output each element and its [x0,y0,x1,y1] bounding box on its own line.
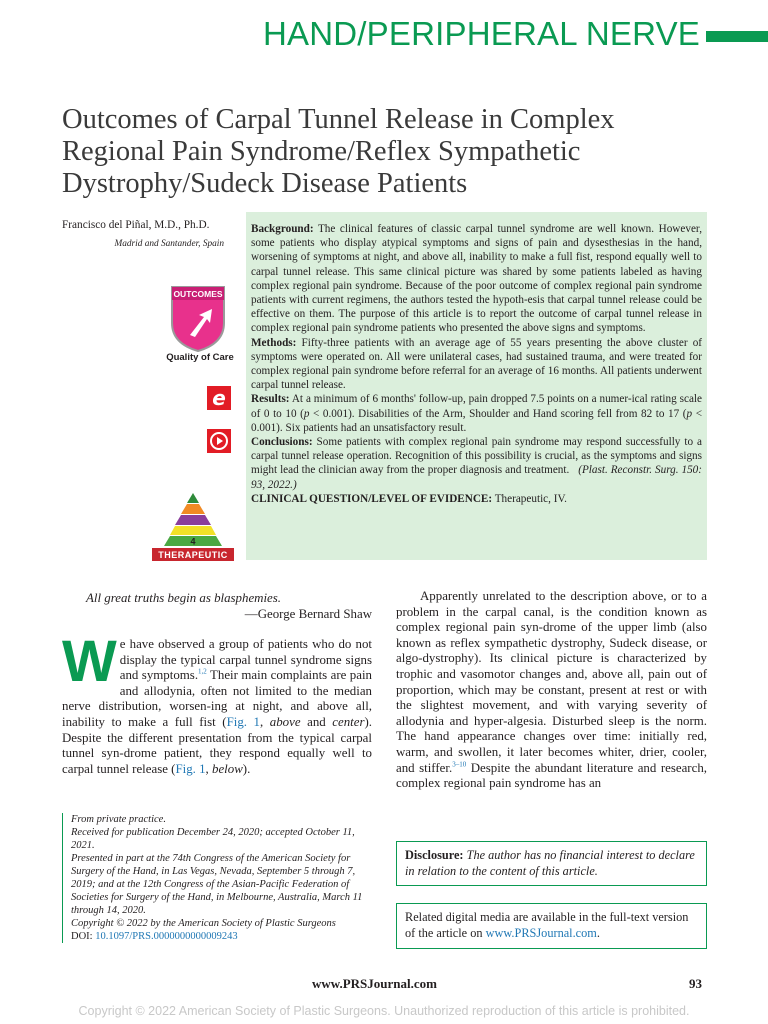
clinical-question-text: Therapeutic, IV. [494,492,567,505]
fig-1-link-a[interactable]: Fig. 1 [226,714,260,729]
left-and: and [300,714,333,729]
disclosure-text: The author has no financial interest to declare in relation to the content of this article. [405,848,695,878]
media-end: . [596,925,600,940]
evidence-type-label: THERAPEUTIC [158,550,228,560]
epigraph [86,590,372,622]
footer-journal-url[interactable]: www.PRSJournal.com [312,976,437,991]
evidence-level-number: 4 [190,536,196,547]
results-text-2: < 0.001). Disabilities of the Arm, Shoulder and Hand scoring fell from 82 to 17 ( [309,407,687,420]
results-text-1: At a minimum of 6 months' follow-up, pain dropped 7.5 points on a numer-ical rating scale of 0 to 10 ( [251,393,702,420]
left-above: above [269,714,301,729]
ref-3-10[interactable]: 3–10 [452,760,467,769]
right-column-text [396,589,707,792]
article-notes [62,813,372,943]
methods-text: Fifty-three patients with an average age of 55 years presenting the above cluster of symptoms were operated on. All were unilateral cases, had sustained trauma, and were treated for complex regional pain syndrome before referral for an average of 16 months. All patients underwent carpal tunnel release. [251,336,703,392]
fig-1-link-b[interactable]: Fig. 1 [175,761,206,776]
section-heading: HAND/PERIPHERAL NERVE [263,15,700,52]
section-heading-bar [706,31,768,42]
conclusions-label: Conclusions: [251,436,313,449]
conclusions-text: Some patients with complex regional pain syndrome may respond successfully to a carpal tunnel release operation. Recognition of this possibility is crucial, as the symptoms and signs might lead the clinician away from the proper diagnosis and treatment. [251,436,703,477]
digital-media-box [396,903,707,949]
outcomes-badge-icon [168,283,228,353]
abstract-box [246,212,707,560]
epigraph-attribution: —George Bernard Shaw [244,607,372,621]
media-text: Related digital media are available in the full-text version of the article on [405,910,689,940]
left-text-6: ). [242,761,251,776]
right-text-1: Apparently unrelated to the description above, or to a problem in the carpal canal, is the condition known as complex regional pain syn-drome of the upper limb (also known as reflex sympathetic dystrophy, Sudeck disease, or algo-dystrophy). Its clinical picture is characterized by trophic and vasomotor changes and, above all, pain out of proportion, which may be constant, present at rest or with the slightest movement, and with varying severity of allodynia and hyper-algesia. Disturbed sleep is the norm. The hand appearance changes over time: initially red, warm, and swollen, it later becomes whiter, drier, cooler, and stiffer. [396,589,707,775]
left-center: center [332,714,365,729]
clinical-question-label: CLINICAL QUESTION/LEVEL OF EVIDENCE: [251,492,493,505]
note-private-practice: From private practice. [71,814,166,825]
article-title: Outcomes of Carpal Tunnel Release in Complex Regional Pain Syndrome/Reflex Sympathetic Dystrophy/Sudeck Disease Patients [62,104,615,199]
left-text-5: , [205,761,212,776]
doi-label: DOI: [71,931,93,942]
prs-journal-link[interactable]: www.PRSJournal.com [485,925,597,940]
results-text-3: < 0.001). Six patients had an unsatisfactory result. [251,407,702,434]
results-p-1: p [303,407,310,420]
note-doi [71,930,372,943]
author-affiliation: Madrid and Santander, Spain [114,239,224,249]
results-label: Results: [251,393,290,406]
page-number: 93 [689,976,702,991]
left-column-text [62,629,373,777]
left-text-4: ). Despite the different presentation from the typical carpal tunnel syn-drome patient, they respond equally well to carpal tunnel release ( [62,714,373,776]
video-play-icon[interactable] [207,429,231,453]
right-text-2: Despite the abundant literature and research, complex regional pain syndrome has an [396,760,707,791]
left-below: below [212,761,243,776]
quality-of-care-label: Quality of Care [166,352,234,363]
e-content-icon[interactable]: e [207,386,231,410]
disclosure-label: Disclosure: [405,848,464,862]
methods-label: Methods: [251,336,297,349]
doi-link[interactable]: 10.1097/PRS.0000000000009243 [95,931,238,942]
outcomes-badge-label: OUTCOMES [173,289,223,299]
left-text-1: e have observed a group of patients who do not display the typical carpal tunnel syndrome signs and symptoms. [119,637,372,683]
background-label: Background: [251,223,314,235]
epigraph-quote: All great truths begin as blasphemies. [86,591,282,605]
evidence-pyramid-icon [152,491,234,561]
ref-1-2[interactable]: 1,2 [198,667,207,676]
left-text-2: Their main complaints are pain and allodynia, often not limited to the median nerve distribution, worsen-ing at night, and above all, inability to make a full fist ( [62,668,372,729]
background-text: The clinical features of classic carpal tunnel syndrome are well known. However, some patients who display atypical symptoms and signs of pain and dysesthesias in the hand, worsening of symptoms at night, and above all, inability to make a full fist, respond equally well to carpal tunnel release. This same clinical picture was shared by some patients labeled as having complex regional pain syndrome. Because of the poor outcome of complex regional pain syndrome patients with current regimens, the authors tested the hypoth-esis that carpal tunnel release could be effective on them. The purpose of this article is to report the outcome of carpal tunnel release in complex regional pain syndrome patients who presented the above signs and symptoms. [251,223,702,335]
note-copyright: Copyright © 2022 by the American Society of Plastic Surgeons [71,918,336,929]
drop-cap: W [62,629,117,694]
note-received: Received for publication December 24, 2020; accepted October 11, 2021. [71,827,355,851]
citation: (Plast. Reconstr. Surg. 150: 93, 2022.) [251,464,702,491]
results-p-2: p [686,407,693,420]
left-text-3: , [260,714,270,729]
note-presented: Presented in part at the 74th Congress of the American Society for Surgery of the Hand, in Las Vegas, Nevada, September 5 through 7, 2019; and at the 12th Congress of the Asian-Pacific Federation of Societies for Surgery of the Hand, in Melbourne, Australia, March 11 through 14, 2020. [71,853,363,916]
copyright-notice: Copyright © 2022 American Society of Plastic Surgeons. Unauthorized reproduction of this article is prohibited. [78,1004,690,1018]
disclosure-box [396,841,707,886]
author-name: Francisco del Piñal, M.D., Ph.D. [62,219,210,231]
